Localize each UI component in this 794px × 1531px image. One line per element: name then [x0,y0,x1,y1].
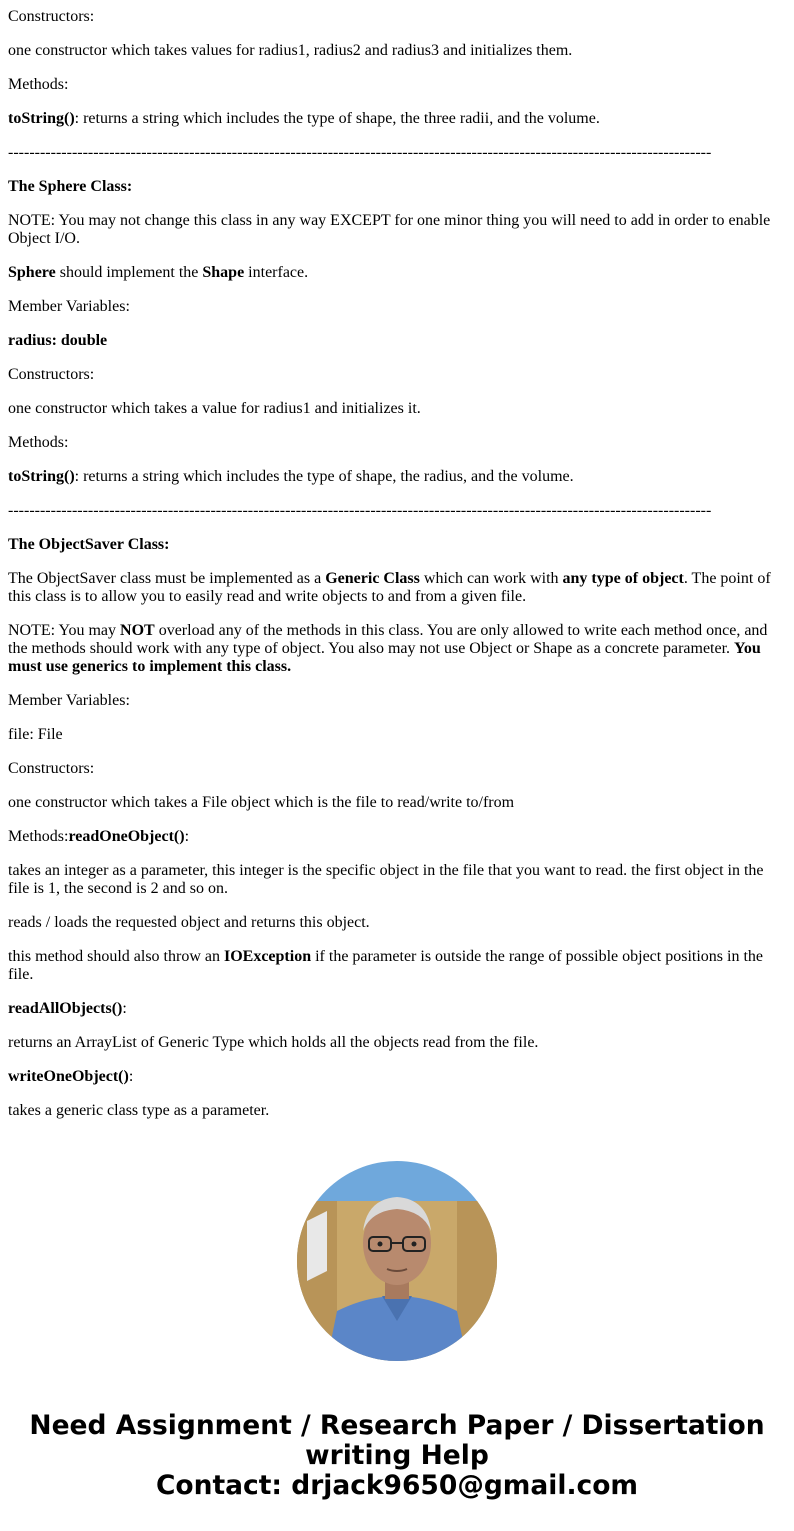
text-run: reads / loads the requested object and returns this object. [8,914,370,931]
text-run: NOTE: You may [8,622,121,639]
paragraph [8,828,786,846]
bold-text: You must use generics to implement this class. [8,640,761,675]
text-run: one constructor which takes a File object which is the file to read/write to/from [8,794,515,811]
text-run: which can work with [419,570,563,587]
text-run: ------------------------------------------------------------------------------------------------------------------------------------ [8,144,712,161]
text-run: Member Variables: [8,692,130,709]
bold-text: writeOneObject() [8,1068,129,1085]
paragraph [8,1034,786,1052]
paragraph [8,1068,786,1086]
paragraph [8,298,786,316]
paragraph [8,1000,786,1018]
text-run: Constructors: [8,366,95,383]
paragraph [8,366,786,384]
contact-banner [0,1411,794,1501]
text-run: one constructor which takes a value for radius1 and initializes it. [8,400,421,417]
text-run: The ObjectSaver class must be implemented as a [8,570,326,587]
paragraph [8,948,786,984]
paragraph [8,1102,786,1120]
bold-text: Shape [202,264,245,281]
text-run: Methods: [8,76,69,93]
text-run: file: File [8,726,63,743]
paragraph [8,726,786,744]
paragraph [8,692,786,710]
banner-line-1: Need Assignment / Research Paper / Dissertation [29,1410,765,1441]
document-body [0,8,794,1120]
text-run: takes a generic class type as a parameter. [8,1102,270,1119]
text-run: returns an ArrayList of Generic Type which holds all the objects read from the file. [8,1034,539,1051]
bold-text: readAllObjects() [8,1000,123,1017]
banner-line-2: writing Help [305,1440,489,1471]
author-photo [297,1161,497,1361]
text-run: should implement the [55,264,203,281]
bold-text: Generic Class [325,570,420,587]
text-run: Member Variables: [8,298,130,315]
section-divider [8,502,786,520]
paragraph [8,42,786,60]
text-run: : returns a string which includes the type of shape, the three radii, and the volume. [74,110,600,127]
paragraph [8,76,786,94]
paragraph [8,536,786,554]
paragraph [8,332,786,350]
contact-email: Contact: drjack9650@gmail.com [155,1470,639,1501]
text-run: Methods: [8,828,69,845]
bold-text: any type of object [562,570,684,587]
bold-text: Sphere [8,264,56,281]
paragraph [8,468,786,486]
text-run: : [122,1000,127,1017]
bold-text: The Sphere Class: [8,178,133,195]
bold-text: readOneObject() [68,828,185,845]
bold-text: NOT [120,622,155,639]
text-run: takes an integer as a parameter, this integer is the specific object in the file that you want to read. the first object in the file is 1, the second is 2 and so on. [8,862,764,897]
text-run: one constructor which takes values for radius1, radius2 and radius3 and initializes them. [8,42,573,59]
section-divider [8,144,786,162]
text-run: Constructors: [8,760,95,777]
text-run: : returns a string which includes the type of shape, the radius, and the volume. [74,468,574,485]
paragraph [8,400,786,418]
text-run: : [184,828,190,845]
bold-text: toString() [8,110,75,127]
bold-text: toString() [8,468,75,485]
text-run: NOTE: You may not change this class in any way EXCEPT for one minor thing you will need to add in order to enable Object I/O. [8,212,771,247]
paragraph [8,622,786,676]
person-portrait-image [297,1161,497,1361]
paragraph [8,178,786,196]
bold-text: IOException [223,948,312,965]
text-run: Constructors: [8,8,95,25]
text-run: ------------------------------------------------------------------------------------------------------------------------------------ [8,502,712,519]
paragraph [8,212,786,248]
paragraph [8,8,786,26]
text-run: Methods: [8,434,69,451]
paragraph [8,110,786,128]
text-run: interface. [244,264,309,281]
paragraph [8,914,786,932]
paragraph [8,434,786,452]
paragraph [8,264,786,282]
text-run: . The point of this class is to allow you to easily read and write objects to and from a given file. [8,570,771,605]
bold-text: radius: double [8,332,108,349]
paragraph [8,862,786,898]
text-run: if the parameter is outside the range of possible object positions in the file. [8,948,763,983]
paragraph [8,794,786,812]
bold-text: The ObjectSaver Class: [8,536,170,553]
text-run: overload any of the methods in this class. You are only allowed to write each method once, and the methods should work with any type of object. You also may not use Object or Shape as a concrete parameter. [8,622,768,657]
paragraph [8,760,786,778]
text-run: : [128,1068,134,1085]
paragraph [8,570,786,606]
text-run: this method should also throw an [8,948,224,965]
